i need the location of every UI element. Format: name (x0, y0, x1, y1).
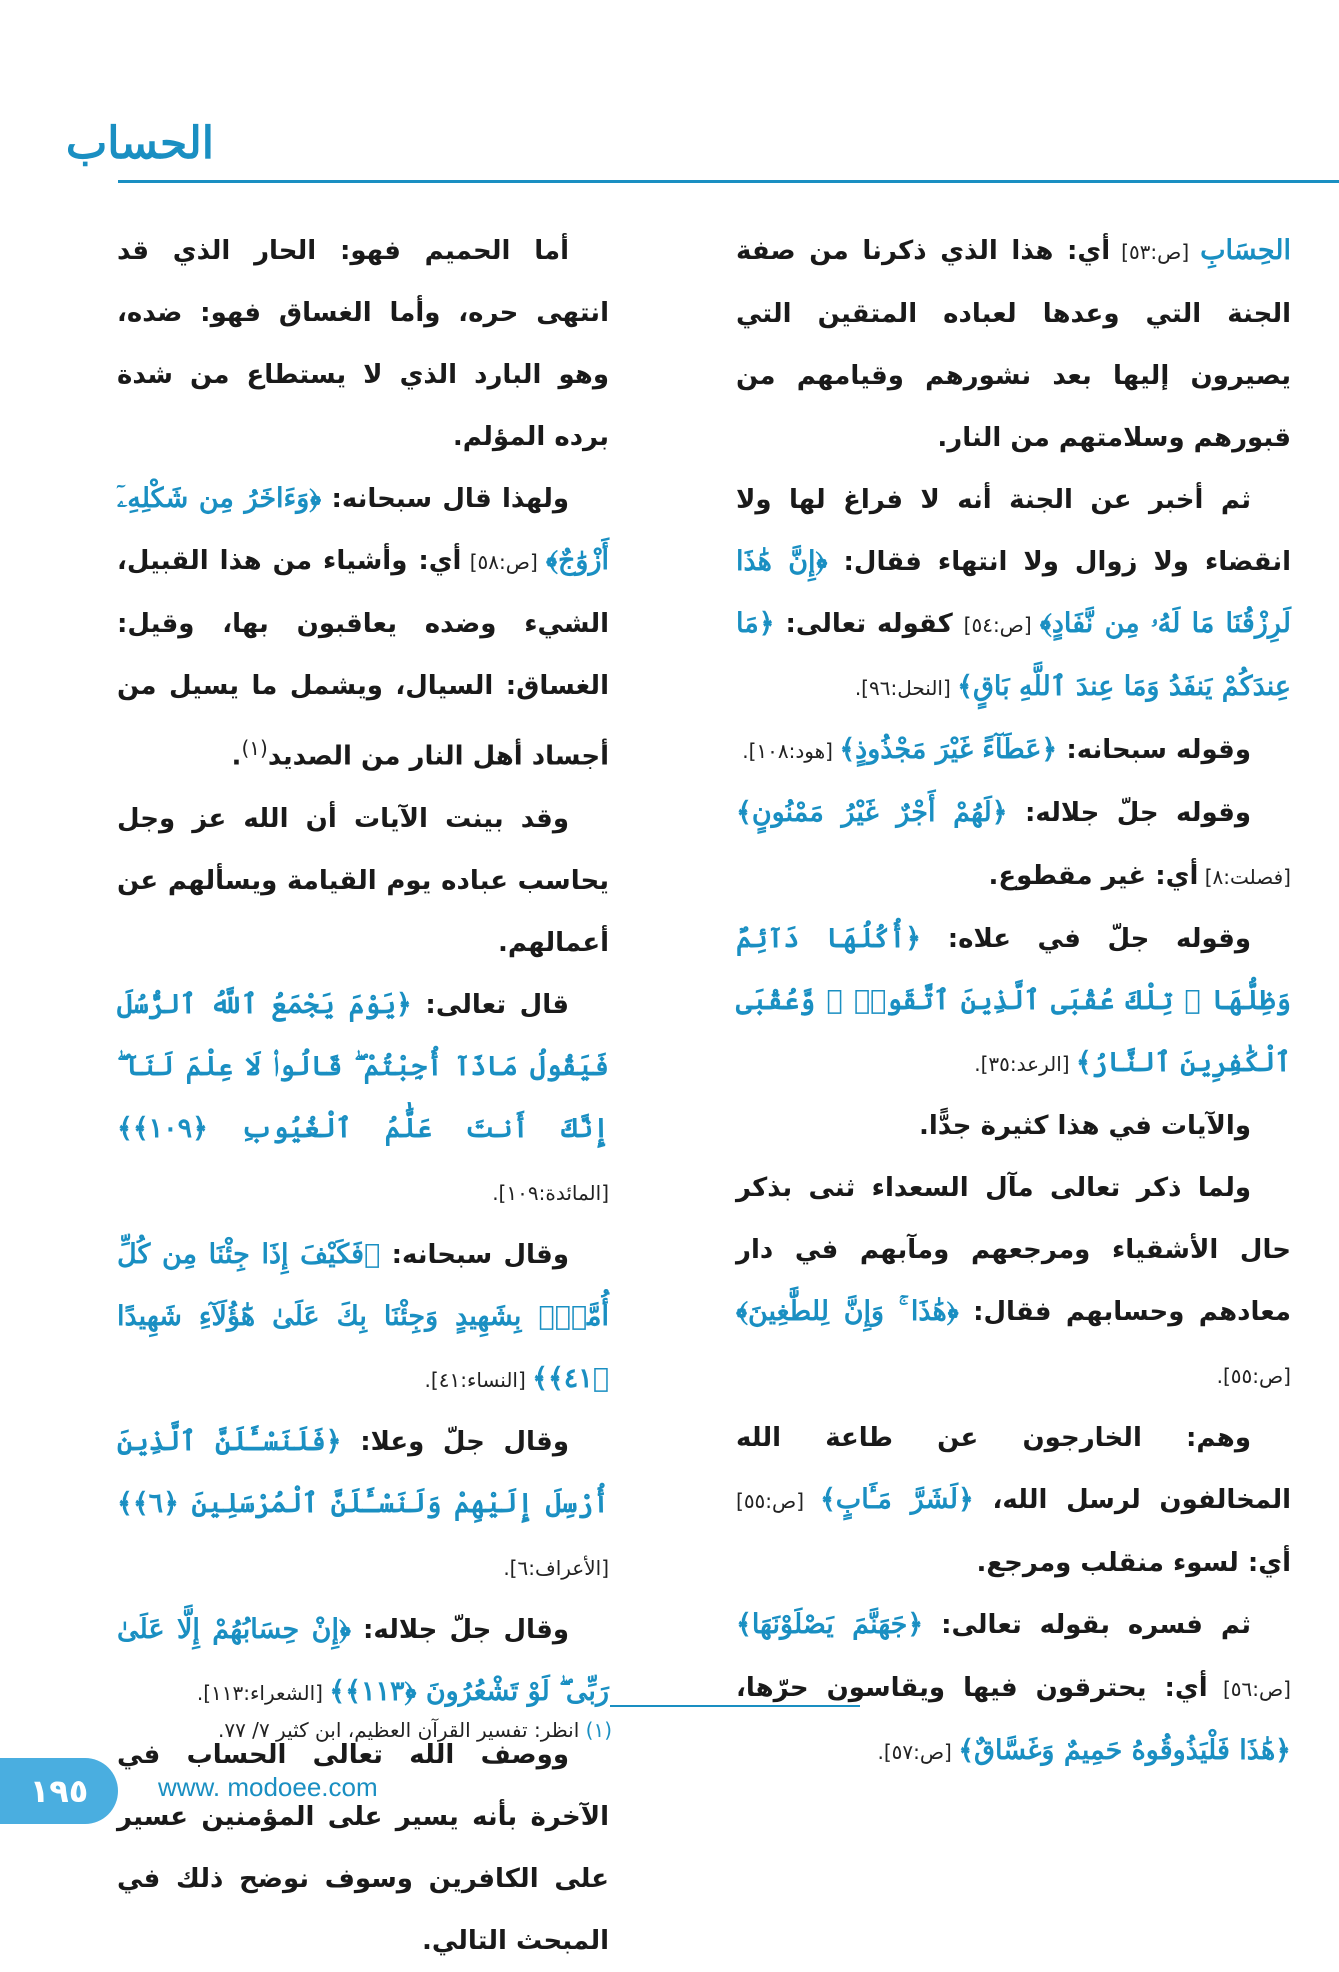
verse-reference: [ص:٥٧]. (877, 1740, 959, 1764)
verse-reference: [هود:١٠٨]. (742, 739, 840, 763)
verse-reference: [ص:٥٨] (461, 550, 547, 574)
paragraph (117, 1224, 609, 1411)
body-text: كقوله تعالى: (774, 609, 964, 639)
body-text: ثم أخبر عن الجنة أنه لا فراغ لها ولا انقضاء ولا زوال ولا انتهاء فقال: (736, 485, 1292, 577)
footnote-rule (610, 1705, 860, 1707)
website-link[interactable]: www. modoee.com (158, 1772, 378, 1802)
body-text: أي: هذا الذي ذكرنا من صفة الجنة التي وعدها لعباده المتقين التي يصيرون إليها بعد نشورهم وقيامهم من قبورهم وسلامتهم من النار. (736, 236, 1291, 453)
body-text: وقد بينت الآيات أن الله عز وجل يحاسب عباده يوم القيامة ويسألهم عن أعمالهم. (117, 803, 609, 958)
body-text: وقوله جلّ في علاه: (921, 924, 1251, 954)
quran-verse: ﴿عَطَآءً غَيْرَ مَجْذُوذٍ﴾ (839, 734, 1058, 765)
verse-reference: [النحل:٩٦]. (854, 676, 958, 700)
paragraph (736, 908, 1291, 1095)
footnote (112, 1718, 612, 1742)
verse-reference: [ص:٥٣] (1110, 240, 1201, 264)
footnote-text: انظر: تفسير القرآن العظيم، ابن كثير ٧/ ٧٧. (217, 1718, 580, 1742)
paragraph (736, 469, 1291, 719)
paragraph (117, 1411, 609, 1599)
verse-reference: [ص:٥٥] (736, 1489, 820, 1513)
page-number-badge: ١٩٥ (0, 1758, 118, 1824)
verse-reference: [الأعراف:٦]. (503, 1555, 609, 1580)
body-text: أي: لسوء منقلب ومرجع. (976, 1548, 1291, 1578)
body-text: أي: وأشياء من هذا القبيل، الشيء وضده يعاقبون بها، وقيل: الغساق: السيال، ويشمل ما يسيل من أجساد أهل النار من الصديد (117, 546, 609, 772)
body-text: ولما ذكر تعالى مآل السعداء ثنى بذكر حال الأشقياء ومرجعهم ومآبهم في دار معادهم وحسابهم فقال: (736, 1173, 1292, 1327)
footnote-marker: (١) (241, 736, 268, 760)
verse-reference: [الشعراء:١١٣]. (196, 1680, 330, 1705)
body-text: وقوله جلّ جلاله: (1007, 798, 1252, 828)
page-header-title: الحساب (65, 118, 214, 169)
body-text: وقال جلّ وعلا: (341, 1426, 569, 1457)
paragraph (117, 788, 609, 974)
verse-reference: [المائدة:١٠٩]. (492, 1180, 609, 1205)
body-text: وهم: الخارجون عن طاعة الله المخالفون لرسل الله، (736, 1423, 1291, 1515)
paragraph (117, 1599, 609, 1724)
body-text: وقوله سبحانه: (1057, 735, 1251, 765)
quran-verse: ﴿فَلَنَسْـَٔلَنَّ ٱلَّذِينَ أُرْسِلَ إِلَيْهِمْ وَلَنَسْـَٔلَنَّ ٱلْمُرْسَلِينَ ﴿٦﴾﴾ (117, 1425, 609, 1519)
quran-verse: ﴿فَكَيْفَ إِذَا جِئْنَا مِن كُلِّ أُمَّةٍۭ بِشَهِيدٍ وَجِئْنَا بِكَ عَلَىٰ هَٰٓؤُلَآءِ شَهِيدًا ﴿٤١﴾﴾ (117, 1238, 609, 1394)
paragraph (736, 719, 1291, 782)
body-text: ووصف الله تعالى الحساب في الآخرة بأنه يسير على المؤمنين عسير على الكافرين وسوف نوضح ذلك في المبحث التالي. (117, 1739, 609, 1956)
verse-reference: [ص:٥٦] (1207, 1677, 1291, 1701)
quran-verse: ﴿لَهُمْ أَجْرٌ غَيْرُ مَمْنُونٍ﴾ (736, 797, 1008, 828)
body-text: ثم فسره بقوله تعالى: (923, 1610, 1251, 1640)
verse-reference: [ص:٥٥]. (1216, 1364, 1291, 1388)
paragraph (736, 1157, 1291, 1407)
quran-verse: ﴿هَٰذَا فَلْيَذُوقُوهُ حَمِيمٌ وَغَسَّاقٌ﴾ (958, 1735, 1291, 1766)
body-text: وقال سبحانه: (380, 1239, 569, 1270)
body-text: قال تعالى: (411, 989, 569, 1020)
paragraph (736, 782, 1291, 908)
paragraph (117, 1724, 609, 1972)
paragraph (736, 1594, 1291, 1783)
paragraph (117, 974, 609, 1224)
quran-verse: ﴿أُكُلُهَا دَآئِمٌ وَظِلُّهَا ۚ تِلْكَ عُقْبَى ٱلَّذِينَ ٱتَّقَوا۟ ۖ وَّعُقْبَى ٱلْكَٰفِرِينَ ٱلنَّارُ﴾ (736, 923, 1291, 1078)
paragraph (736, 220, 1291, 469)
quran-verse: ﴿إِنَّ هَٰذَا لَرِزْقُنَا مَا لَهُۥ مِن نَّفَادٍ﴾ (736, 546, 1291, 639)
footnote-number: (١) (585, 1718, 612, 1742)
left-column (117, 220, 609, 1972)
verse-reference: [الرعد:٣٥]. (974, 1052, 1076, 1076)
paragraph (736, 1407, 1291, 1594)
quran-verse: ﴿هَٰذَا ۚ وَإِنَّ لِلطَّٰغِينَ﴾ (736, 1296, 959, 1327)
body-text: أي: غير مقطوع. (988, 861, 1199, 891)
right-column (736, 220, 1291, 1783)
quran-verse: ﴿جَهَنَّمَ يَصْلَوْنَهَا﴾ (736, 1609, 924, 1640)
verse-reference: [فصلت:٨] (1198, 865, 1291, 889)
paragraph (117, 220, 609, 468)
body-text: أي: يحترقون فيها ويقاسون حرّها، (736, 1673, 1208, 1703)
verse-reference: [ص:٥٤] (963, 613, 1040, 637)
body-text: أما الحميم فهو: الحار الذي قد انتهى حره، وأما الغساق فهو: ضده، وهو البارد الذي لا يستطاع من شدة برده المؤلم. (117, 236, 609, 452)
quran-verse: ﴿يَوْمَ يَجْمَعُ ٱللَّهُ ٱلرُّسُلَ فَيَقُولُ مَاذَآ أُجِبْتُمْ ۖ قَالُوا۟ لَا عِلْمَ لَنَآ ۖ إِنَّكَ أَنتَ عَلَّٰمُ ٱلْغُيُوبِ ﴿١٠٩﴾﴾ (117, 988, 609, 1144)
quran-verse: ﴿وَءَاخَرُ مِن شَكْلِهِۦٓ أَزْوَٰجٌ﴾ (117, 483, 609, 576)
quran-verse: ﴿مَا عِندَكُمْ يَنفَدُ وَمَا عِندَ ٱللَّهِ بَاقٍ﴾ (736, 608, 1291, 702)
quran-verse: ﴿لَشَرَّ مَـَٔابٍ﴾ (819, 1484, 974, 1515)
quran-verse: ﴿إِنْ حِسَابُهُمْ إِلَّا عَلَىٰ رَبِّى ۖ لَوْ تَشْعُرُونَ ﴿١١٣﴾﴾ (117, 1613, 609, 1707)
body-text: والآيات في هذا كثيرة جدًّا. (919, 1111, 1251, 1141)
body-text: . (231, 741, 242, 772)
quran-verse: الحِسَابِ (1200, 235, 1291, 266)
paragraph (736, 1095, 1291, 1157)
header-rule (118, 180, 1339, 183)
body-text: ولهذا قال سبحانه: (321, 484, 569, 514)
paragraph (117, 468, 609, 788)
body-text: وقال جلّ جلاله: (350, 1614, 569, 1645)
verse-reference: [النساء:٤١]. (424, 1367, 533, 1392)
